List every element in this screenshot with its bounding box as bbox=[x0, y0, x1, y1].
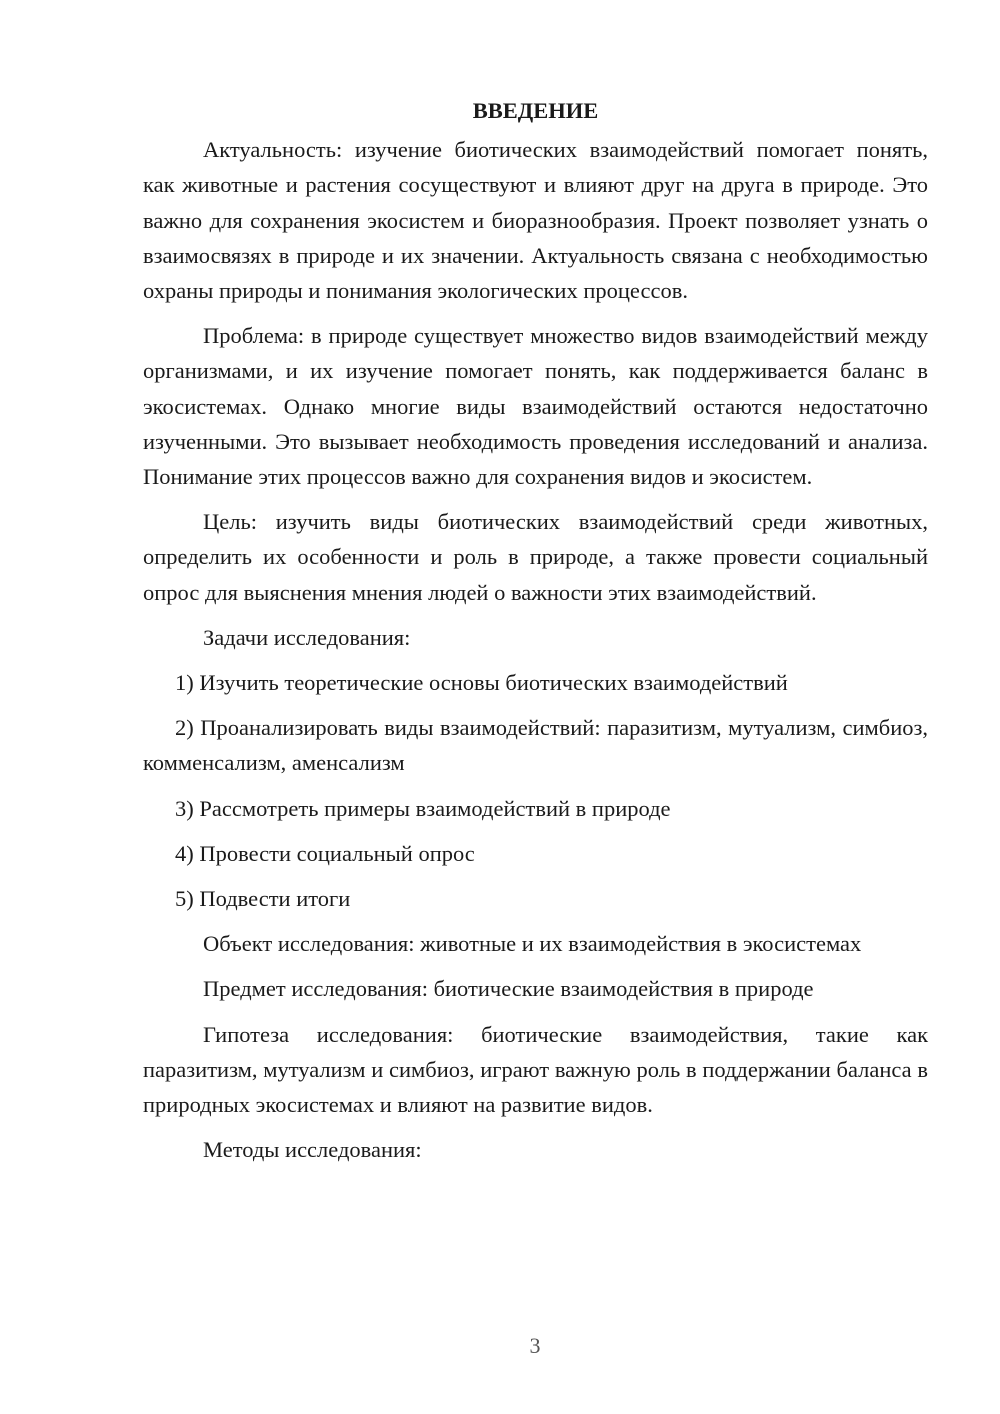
methods-heading: Методы исследования: bbox=[203, 1137, 422, 1163]
problem-paragraph: Проблема: в природе существует множество видов взаимодействий между организмами, и их изучение помогает понять, как поддерживается баланс в экосистемах. Однако многие виды взаимодействий остаются недостаточно изученными. Это вызывает необходимость проведения исследований и анализа. Понимание этих процессов важно для сохранения видов и экосистем. bbox=[143, 323, 928, 490]
section-title: ВВЕДЕНИЕ bbox=[472, 98, 599, 123]
relevance-paragraph: Актуальность: изучение биотических взаимодействий помогает понять, как животные и растения сосуществуют и влияют друг на друга в природе. Это важно для сохранения экосистем и биоразнообразия. Проект позволяет узнать о взаимосвязях в природе и их значении. Актуальность связана с необходимостью охраны природы и понимания экологических процессов. bbox=[143, 137, 928, 304]
hypothesis-paragraph: Гипотеза исследования: биотические взаимодействия, такие как паразитизм, мутуализм и симбиоз, играют важную роль в поддержании баланса в природных экосистемах и влияют на развитие видов. bbox=[143, 1021, 928, 1118]
task-item-1: 1) Изучить теоретические основы биотических взаимодействий bbox=[175, 670, 788, 696]
task-item-5: 5) Подвести итоги bbox=[175, 886, 351, 912]
page-number: 3 bbox=[529, 1333, 541, 1358]
page-content bbox=[143, 93, 928, 1177]
object-paragraph: Объект исследования: животные и их взаимодействия в экосистемах bbox=[203, 931, 862, 957]
task-item-2: 2) Проанализировать виды взаимодействий: паразитизм, мутуализм, симбиоз, комменсализм, аменсализм bbox=[143, 715, 928, 776]
goal-paragraph: Цель: изучить виды биотических взаимодействий среди животных, определить их особенности и роль в природе, а также провести социальный опрос для выяснения мнения людей о важности этих взаимодействий. bbox=[143, 509, 928, 605]
subject-paragraph: Предмет исследования: биотические взаимодействия в природе bbox=[203, 976, 814, 1002]
tasks-heading: Задачи исследования: bbox=[203, 624, 411, 650]
task-item-3: 3) Рассмотреть примеры взаимодействий в природе bbox=[175, 795, 671, 821]
task-item-4: 4) Провести социальный опрос bbox=[175, 840, 475, 866]
